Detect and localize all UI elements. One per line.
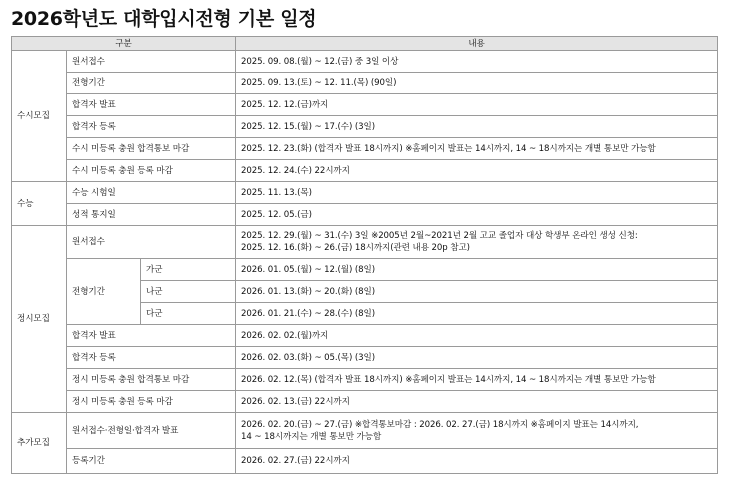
row-content: 2026. 02. 03.(화) ~ 05.(목) (3일) bbox=[236, 347, 718, 369]
row-item: 성적 통지일 bbox=[67, 204, 236, 226]
row-item: 정시 미등록 충원 합격통보 마감 bbox=[67, 369, 236, 391]
row-content bbox=[236, 413, 718, 449]
group-label: 다군 bbox=[141, 303, 236, 325]
table-row bbox=[12, 369, 718, 391]
row-item: 합격자 발표 bbox=[67, 94, 236, 116]
table-row bbox=[12, 413, 718, 449]
table-row bbox=[12, 182, 718, 204]
page-title: 2026학년도 대학입시전형 기본 일정 bbox=[11, 8, 317, 30]
row-item: 원서접수 bbox=[67, 51, 236, 73]
row-item: 전형기간 bbox=[67, 73, 236, 94]
row-content: 2026. 01. 21.(수) ~ 28.(수) (8일) bbox=[236, 303, 718, 325]
table-row bbox=[12, 226, 718, 259]
group-label: 나군 bbox=[141, 281, 236, 303]
category-susi: 수시모집 bbox=[12, 51, 67, 182]
row-content: 2025. 12. 24.(수) 22시까지 bbox=[236, 160, 718, 182]
row-content: 2026. 02. 12.(목) (합격자 발표 18시까지) ※홈페이지 발표는 14시까지, 14 ~ 18시까지는 개별 통보만 가능함 bbox=[236, 369, 718, 391]
table-row bbox=[12, 73, 718, 94]
row-item: 수시 미등록 충원 등록 마감 bbox=[67, 160, 236, 182]
row-content: 2026. 01. 13.(화) ~ 20.(화) (8일) bbox=[236, 281, 718, 303]
row-content: 2025. 12. 15.(월) ~ 17.(수) (3일) bbox=[236, 116, 718, 138]
content-line: 2025. 12. 29.(월) ~ 31.(수) 3일 ※2005년 2월~2021년 2월 고교 졸업자 대상 학생부 온라인 생성 신청: bbox=[241, 231, 638, 241]
row-content: 2026. 02. 27.(금) 22시까지 bbox=[236, 449, 718, 474]
table-row bbox=[12, 325, 718, 347]
table-row bbox=[12, 94, 718, 116]
row-item: 수능 시험일 bbox=[67, 182, 236, 204]
table-header-row bbox=[12, 37, 718, 51]
table-row bbox=[12, 51, 718, 73]
row-item: 합격자 등록 bbox=[67, 116, 236, 138]
row-content: 2025. 12. 05.(금) bbox=[236, 204, 718, 226]
group-label: 가군 bbox=[141, 259, 236, 281]
content-line: 2025. 12. 16.(화) ~ 26.(금) 18시까지(관련 내용 20p 참고) bbox=[241, 243, 470, 253]
schedule-table bbox=[11, 36, 718, 474]
table-row bbox=[12, 204, 718, 226]
row-item: 정시 미등록 충원 등록 마감 bbox=[67, 391, 236, 413]
header-category: 구분 bbox=[12, 37, 236, 51]
table-row bbox=[12, 347, 718, 369]
header-content: 내용 bbox=[236, 37, 718, 51]
row-item: 원서접수 bbox=[67, 226, 236, 259]
content-line: 14 ~ 18시까지는 개별 통보만 가능함 bbox=[241, 431, 382, 442]
row-content bbox=[236, 226, 718, 259]
category-chuga: 추가모집 bbox=[12, 413, 67, 474]
category-suneung: 수능 bbox=[12, 182, 67, 226]
table-row bbox=[12, 259, 718, 281]
category-jeongsi: 정시모집 bbox=[12, 226, 67, 413]
row-item: 원서접수·전형일·합격자 발표 bbox=[67, 413, 236, 449]
row-content: 2026. 02. 02.(월)까지 bbox=[236, 325, 718, 347]
row-content: 2026. 02. 13.(금) 22시까지 bbox=[236, 391, 718, 413]
table-row bbox=[12, 160, 718, 182]
table-row bbox=[12, 391, 718, 413]
row-item: 합격자 발표 bbox=[67, 325, 236, 347]
row-content: 2026. 01. 05.(월) ~ 12.(월) (8일) bbox=[236, 259, 718, 281]
row-item: 등록기간 bbox=[67, 449, 236, 474]
table-row bbox=[12, 116, 718, 138]
content-line: 2026. 02. 20.(금) ~ 27.(금) ※합격통보마감 : 2026. 02. 27.(금) 18시까지 ※홈페이지 발표는 14시까지, bbox=[241, 419, 639, 430]
row-content: 2025. 09. 08.(월) ~ 12.(금) 중 3일 이상 bbox=[236, 51, 718, 73]
row-item: 합격자 등록 bbox=[67, 347, 236, 369]
row-item: 수시 미등록 충원 합격통보 마감 bbox=[67, 138, 236, 160]
row-content: 2025. 12. 23.(화) (합격자 발표 18시까지) ※홈페이지 발표는 14시까지, 14 ~ 18시까지는 개별 통보만 가능함 bbox=[236, 138, 718, 160]
table-row bbox=[12, 449, 718, 474]
row-item: 전형기간 bbox=[67, 259, 141, 325]
table-row bbox=[12, 138, 718, 160]
row-content: 2025. 12. 12.(금)까지 bbox=[236, 94, 718, 116]
row-content: 2025. 09. 13.(토) ~ 12. 11.(목) (90일) bbox=[236, 73, 718, 94]
row-content: 2025. 11. 13.(목) bbox=[236, 182, 718, 204]
